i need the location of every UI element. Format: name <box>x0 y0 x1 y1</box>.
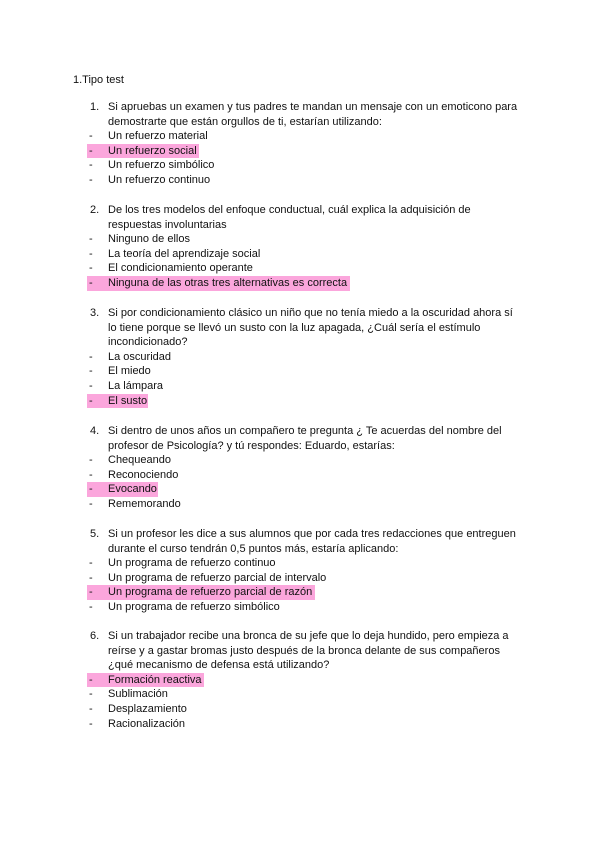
answer-option: - La teoría del aprendizaje social <box>89 247 261 260</box>
answer-option: - Un programa de refuerzo continuo <box>89 557 276 570</box>
answer-option: - Reconociendo <box>89 468 179 481</box>
answer-option: - El miedo <box>89 365 151 378</box>
answer-option: - Un programa de refuerzo parcial de intervalo <box>89 571 327 584</box>
answer-option: - Desplazamiento <box>89 702 187 715</box>
question-text <box>0 629 600 673</box>
answer-label: Ninguno de ellos <box>108 233 190 246</box>
answer-option: - Racionalización <box>89 717 186 730</box>
answer-label: La oscuridad <box>108 350 171 363</box>
answer-option: - Un refuerzo simbólico <box>89 159 215 172</box>
answer-label: Reconociendo <box>108 468 179 481</box>
document-title: 1.Tipo test <box>73 74 124 86</box>
question-number: 2. <box>90 204 100 216</box>
question-number: 4. <box>90 425 100 437</box>
answer-option: - Sublimación <box>89 688 168 701</box>
answer-option: - Un programa de refuerzo simbólico <box>89 600 280 613</box>
question-number: 5. <box>90 528 100 540</box>
question-text <box>0 424 600 453</box>
question-text <box>0 203 600 232</box>
answer-label: Sublimación <box>108 688 168 701</box>
answer-option-correct: - Ninguna de las otras tres alternativas es correcta <box>87 276 350 291</box>
answer-label: Un programa de refuerzo continuo <box>108 557 276 570</box>
answer-option-correct: - Formación reactiva <box>87 673 204 688</box>
question-number: 6. <box>90 630 100 642</box>
answer-option: - Rememorando <box>89 497 181 510</box>
answer-label: Formación reactiva <box>108 673 202 686</box>
answer-label: Un refuerzo continuo <box>108 173 211 186</box>
answer-label: Un refuerzo material <box>108 130 208 143</box>
question-1 <box>0 100 600 188</box>
answer-option-correct: - El susto <box>89 394 148 407</box>
question-text <box>0 100 600 129</box>
answer-option: - Chequeando <box>89 454 172 467</box>
answer-label: Ninguna de las otras tres alternativas es correcta <box>108 276 348 289</box>
answer-label: Rememorando <box>108 497 181 510</box>
question-6 <box>0 629 600 731</box>
answer-label: La lámpara <box>108 379 164 392</box>
answer-option: - El condicionamiento operante <box>89 262 253 275</box>
answer-label: Evocando <box>108 483 157 496</box>
question-body: Si un trabajador recibe una bronca de su jefe que lo deja hundido, pero empieza a reírse y a gastar bromas justo después de la bronca delante de sus compañeros ¿qué mecanismo de defensa está utilizando? <box>108 630 509 672</box>
answer-label: Desplazamiento <box>108 702 187 715</box>
answer-label: El condicionamiento operante <box>108 262 253 275</box>
question-3 <box>0 306 600 408</box>
question-number: 1. <box>90 101 100 113</box>
question-text <box>0 527 600 556</box>
question-body: Si un profesor les dice a sus alumnos que por cada tres redacciones que entreguen durante el curso tendrán 0,5 puntos más, estaría aplicando: <box>108 528 516 555</box>
answer-option-correct: - Un refuerzo social <box>87 144 199 159</box>
question-5 <box>0 527 600 615</box>
answer-label: Un programa de refuerzo simbólico <box>108 600 280 613</box>
answer-option: - Un refuerzo continuo <box>89 173 211 186</box>
answer-label: Un refuerzo simbólico <box>108 159 215 172</box>
answer-label: El susto <box>108 394 148 407</box>
question-body: De los tres modelos del enfoque conductual, cuál explica la adquisición de respuestas involuntarias <box>108 204 471 231</box>
answer-option: - Ninguno de ellos <box>89 233 190 246</box>
answer-option: - Un refuerzo material <box>89 130 208 143</box>
answer-label: Chequeando <box>108 454 172 467</box>
answer-label: El miedo <box>108 365 151 378</box>
answer-option-correct: - Un programa de refuerzo parcial de razón <box>87 585 315 600</box>
answer-label: La teoría del aprendizaje social <box>108 247 261 260</box>
answer-option-correct: - Evocando <box>89 483 157 496</box>
answer-label: Racionalización <box>108 717 186 730</box>
question-4 <box>0 424 600 512</box>
answer-label: Un refuerzo social <box>108 144 197 157</box>
answer-option: - La oscuridad <box>89 350 171 363</box>
question-number: 3. <box>90 307 100 319</box>
question-body: Si apruebas un examen y tus padres te mandan un mensaje con un emoticono para demostrarte que están orgullos de ti, estarían utilizando: <box>108 101 518 128</box>
question-body: Si por condicionamiento clásico un niño que no tenía miedo a la oscuridad ahora sí lo tiene porque se llevó un susto con la luz apagada, ¿Cuál sería el estímulo incondicionado? <box>108 307 513 349</box>
question-body: Si dentro de unos años un compañero te pregunta ¿ Te acuerdas del nombre del profesor de Psicología? y tú respondes: Eduardo, estarías: <box>108 425 502 452</box>
question-2 <box>0 203 600 291</box>
answer-option: - La lámpara <box>89 379 164 392</box>
answer-label: Un programa de refuerzo parcial de intervalo <box>108 571 327 584</box>
question-text <box>0 306 600 350</box>
answer-label: Un programa de refuerzo parcial de razón <box>108 586 313 599</box>
